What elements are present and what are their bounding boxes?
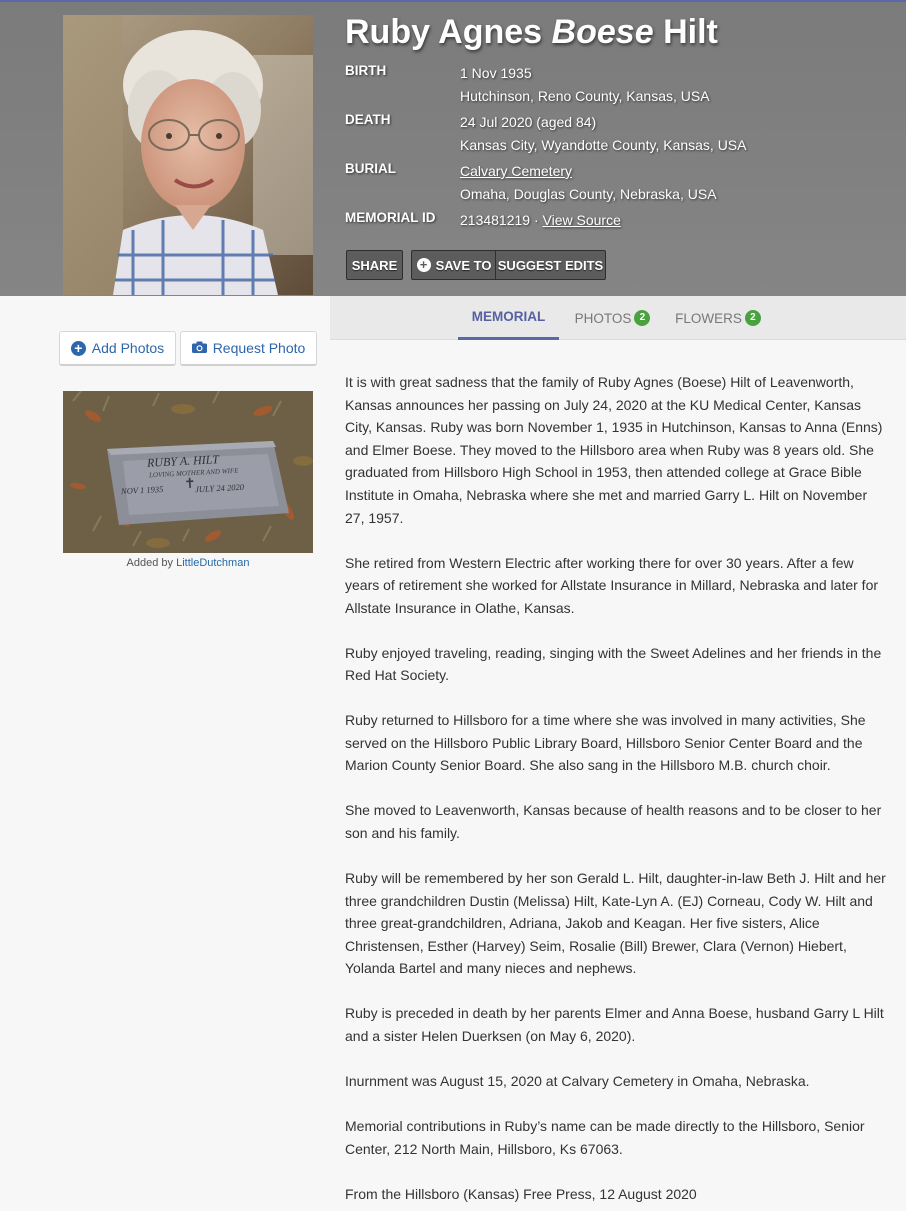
birth-date: 1 Nov 1935 xyxy=(460,65,532,81)
save-to-button[interactable] xyxy=(411,250,496,280)
cross-icon: ✝ xyxy=(183,475,197,493)
headstone-died: JULY 24 2020 xyxy=(194,481,245,495)
headstone-photo-credit xyxy=(63,557,313,569)
memorial-id-label: MEMORIAL ID xyxy=(345,210,436,225)
bio-paragraph: She retired from Western Electric after working there for over 30 years. After a few years of retirement she worked for Allstate Insurance in Millard, Nebraska and later for Allstate Insurance in Olathe, Kansas. xyxy=(345,554,879,616)
headstone-name: RUBY A. HILT xyxy=(146,452,220,470)
bio-paragraph: She moved to Leavenworth, Kansas because of health reasons and to be closer to her son and his family. xyxy=(345,802,882,842)
tab-flowers-label: FLOWERS xyxy=(675,310,742,326)
death-date: 24 Jul 2020 (aged 84) xyxy=(460,114,597,130)
grave-credit-user-link[interactable]: LittleDutchman xyxy=(176,557,250,569)
add-photos-button[interactable] xyxy=(59,331,176,366)
maiden-name: Boese xyxy=(551,13,654,51)
camera-icon xyxy=(192,340,207,356)
tab-memorial[interactable] xyxy=(458,296,559,340)
add-photos-label: Add Photos xyxy=(91,340,165,356)
tab-photos-label: PHOTOS xyxy=(574,310,632,326)
bio-paragraph: From the Hillsboro (Kansas) Free Press, 12 August 2020 xyxy=(345,1185,697,1202)
tab-flowers[interactable] xyxy=(668,296,768,340)
bio-paragraph: Ruby returned to Hillsboro for a time where she was involved in many activities, She served on the Hillsboro Public Library Board, Hillsboro Senior Center Board and the Marion County Senior Board. She also sang in the Hillsboro M.B. church choir. xyxy=(345,712,866,774)
death-place: Kansas City, Wyandotte County, Kansas, USA xyxy=(460,137,747,153)
headstone-photo[interactable] xyxy=(63,391,313,553)
headstone-born: NOV 1 1935 xyxy=(120,483,164,497)
burial-label: BURIAL xyxy=(345,161,396,176)
photos-count-badge: 2 xyxy=(634,310,650,326)
suggest-edits-button[interactable]: SUGGEST EDITS xyxy=(495,250,606,280)
bio-paragraph: Inurnment was August 15, 2020 at Calvary Cemetery in Omaha, Nebraska. xyxy=(345,1072,810,1089)
first-names: Ruby Agnes xyxy=(345,13,543,51)
tab-photos[interactable] xyxy=(565,296,660,340)
add-circle-icon: + xyxy=(71,341,86,356)
bio-paragraph: Memorial contributions in Ruby’s name can be made directly to the Hillsboro, Senior Center, 212 North Main, Hillsboro, Ks 67063. xyxy=(345,1117,865,1157)
headstone-epitaph: LOVING MOTHER AND WIFE xyxy=(148,466,239,480)
request-photo-button[interactable] xyxy=(180,331,317,366)
flowers-count-badge: 2 xyxy=(745,310,761,326)
tab-memorial-label: MEMORIAL xyxy=(471,309,546,324)
burial-cemetery-link[interactable]: Calvary Cemetery xyxy=(460,163,573,179)
save-to-label: SAVE TO xyxy=(435,257,492,273)
memorial-id: 213481219 · xyxy=(460,212,539,228)
death-label: DEATH xyxy=(345,112,391,127)
memorial-bio xyxy=(345,371,890,1211)
bio-paragraph: It is with great sadness that the family of Ruby Agnes (Boese) Hilt of Leavenworth, Kansas announces her passing on July 24, 2020 at the KU Medical Center, Kansas City, Kansas. Ruby was born November 1, 1935 in Hutchinson, Kansas to Anna (Enns) and Elmer Boese. They moved to the Hillsboro area when Ruby was 8 years old. She graduated from Hillsboro High School in 1953, then attended college at Grace Bible Institute in Omaha, Nebraska where she met and married Garry L. Hilt on November 27, 1957. xyxy=(345,374,883,526)
birth-value xyxy=(460,62,710,108)
birth-place: Hutchinson, Reno County, Kansas, USA xyxy=(460,88,710,104)
request-photo-label: Request Photo xyxy=(212,340,306,356)
memorial-id-value xyxy=(460,209,621,232)
plus-circle-icon: + xyxy=(417,258,431,272)
memorial-name xyxy=(345,13,718,52)
burial-place: Omaha, Douglas County, Nebraska, USA xyxy=(460,186,717,202)
death-value xyxy=(460,111,747,157)
grave-credit-prefix: Added by xyxy=(126,557,174,569)
profile-photo[interactable] xyxy=(63,15,313,295)
view-source-link[interactable]: View Source xyxy=(542,212,621,228)
bio-paragraph: Ruby enjoyed traveling, reading, singing with the Sweet Adelines and her friends in the Red Hat Society. xyxy=(345,644,882,684)
bio-paragraph: Ruby is preceded in death by her parents Elmer and Anna Boese, husband Garry L Hilt and a sister Helen Duerksen (on May 6, 2020). xyxy=(345,1005,884,1044)
burial-value xyxy=(460,160,717,206)
surname: Hilt xyxy=(663,13,718,51)
bio-paragraph: Ruby will be remembered by her son Gerald L. Hilt, daughter-in-law Beth J. Hilt and her three grandchildren Dustin (Melissa) Hilt, Kate-Lyn A. (EJ) Corneau, Cody W. Hilt and three great-grandchildren, Adriana, Jakob and Keagan. Her five sisters, Alice Christensen, Esther (Harvey) Seim, Rosalie (Bill) Brewer, Clara (Vernon) Hiebert, Yolanda Bartel and many nieces and nephews. xyxy=(345,870,886,977)
share-button[interactable]: SHARE xyxy=(346,250,403,280)
birth-label: BIRTH xyxy=(345,63,387,78)
